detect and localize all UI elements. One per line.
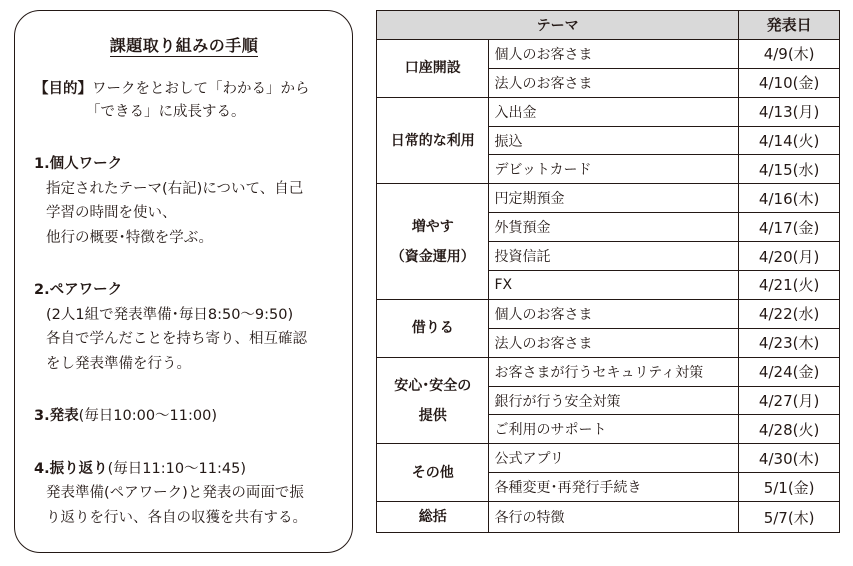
step-line: 各自で学んだことを持ち寄り、相互確認 bbox=[46, 331, 307, 347]
category-label: （資金運用） bbox=[390, 248, 475, 265]
topic-cell: 投資信託 bbox=[489, 242, 739, 271]
step-line: 学習の時間を使い、 bbox=[46, 205, 177, 221]
date-cell: 4/10(金) bbox=[739, 68, 840, 97]
table-row bbox=[377, 299, 840, 328]
step-line: 他行の概要･特徴を学ぶ。 bbox=[46, 229, 214, 246]
step-note: (毎日10:00～11:00) bbox=[78, 408, 217, 424]
step-2 bbox=[34, 278, 334, 376]
date-cell: 4/22(水) bbox=[739, 299, 840, 328]
category-cell bbox=[377, 502, 489, 533]
topic-cell: 各行の特徴 bbox=[489, 502, 739, 533]
date-cell: 4/23(木) bbox=[739, 328, 840, 357]
step-3 bbox=[34, 404, 334, 429]
category-cell bbox=[377, 299, 489, 357]
topic-cell: 公式アプリ bbox=[489, 444, 739, 473]
category-label: 総括 bbox=[418, 509, 447, 526]
topic-cell: 各種変更･再発行手続き bbox=[489, 473, 739, 502]
topic-cell: 法人のお客さま bbox=[489, 328, 739, 357]
step-line: (2人1組で発表準備･毎日8:50～9:50) bbox=[46, 306, 294, 323]
step-body bbox=[34, 303, 334, 377]
topic-cell: 個人のお客さま bbox=[489, 39, 739, 68]
date-cell: 4/21(火) bbox=[739, 271, 840, 300]
purpose-line-2: 「できる」に成長する。 bbox=[86, 104, 246, 120]
category-cell bbox=[377, 357, 489, 444]
step-1 bbox=[34, 152, 334, 250]
date-cell: 5/1(金) bbox=[739, 473, 840, 502]
topic-cell: 法人のお客さま bbox=[489, 68, 739, 97]
step-line: 指定されたテーマ(右記)について、自己 bbox=[46, 180, 304, 197]
step-heading bbox=[34, 404, 334, 429]
step-heading bbox=[34, 457, 334, 482]
category-cell bbox=[377, 97, 489, 184]
step-line: 発表準備(ペアワーク)と発表の両面で振 bbox=[46, 485, 304, 501]
date-cell: 4/27(月) bbox=[739, 386, 840, 415]
topic-cell: ご利用のサポート bbox=[489, 415, 739, 444]
date-cell: 4/24(金) bbox=[739, 357, 840, 386]
category-cell bbox=[377, 184, 489, 300]
header-theme: テーマ bbox=[377, 11, 739, 40]
category-cell bbox=[377, 444, 489, 502]
topic-cell: 個人のお客さま bbox=[489, 299, 739, 328]
category-label: 増やす bbox=[411, 218, 454, 235]
table-row bbox=[377, 184, 840, 213]
step-line: をし発表準備を行う。 bbox=[46, 355, 191, 372]
date-cell: 4/9(木) bbox=[739, 39, 840, 68]
date-cell: 4/16(木) bbox=[739, 184, 840, 213]
table-row bbox=[377, 39, 840, 68]
topic-cell: デビットカード bbox=[489, 155, 739, 184]
procedure-title: 課題取り組みの手順 bbox=[109, 36, 259, 55]
date-cell: 4/28(火) bbox=[739, 415, 840, 444]
step-line: り返りを行い、各自の収獲を共有する。 bbox=[46, 509, 307, 526]
topic-cell: FX bbox=[489, 271, 739, 300]
topic-cell: お客さまが行うセキュリティ対策 bbox=[489, 357, 739, 386]
purpose-block bbox=[34, 78, 334, 124]
step-heading bbox=[34, 278, 334, 303]
step-4 bbox=[34, 457, 334, 531]
date-cell: 4/15(水) bbox=[739, 155, 840, 184]
date-cell: 4/20(月) bbox=[739, 242, 840, 271]
date-cell: 4/17(金) bbox=[739, 213, 840, 242]
category-label: 借りる bbox=[411, 320, 454, 337]
purpose-line-1: ワークをとおして「わかる」から bbox=[92, 81, 310, 97]
topic-cell: 入出金 bbox=[489, 97, 739, 126]
step-body bbox=[34, 177, 334, 251]
topic-cell: 円定期預金 bbox=[489, 184, 739, 213]
table-row bbox=[377, 97, 840, 126]
step-title: 4.振り返り bbox=[34, 460, 108, 477]
category-label: 日常的な利用 bbox=[390, 132, 475, 149]
topic-cell: 外貨預金 bbox=[489, 213, 739, 242]
schedule-header-row bbox=[377, 11, 840, 40]
step-body bbox=[34, 481, 334, 530]
category-label: その他 bbox=[411, 464, 454, 481]
table-row bbox=[377, 502, 840, 533]
table-row bbox=[377, 444, 840, 473]
category-label: 提供 bbox=[418, 407, 447, 424]
step-title: 3.発表 bbox=[34, 408, 79, 424]
topic-cell: 振込 bbox=[489, 126, 739, 155]
schedule-body bbox=[377, 39, 840, 532]
topic-cell: 銀行が行う安全対策 bbox=[489, 386, 739, 415]
procedure-panel bbox=[14, 10, 353, 553]
step-title: 1.個人ワーク bbox=[34, 156, 123, 172]
header-date: 発表日 bbox=[739, 11, 840, 40]
table-row bbox=[377, 357, 840, 386]
step-heading bbox=[34, 152, 334, 177]
purpose-label: 【目的】 bbox=[34, 81, 92, 97]
date-cell: 5/7(木) bbox=[739, 502, 840, 533]
date-cell: 4/13(月) bbox=[739, 97, 840, 126]
step-note: (毎日11:10～11:45) bbox=[107, 460, 246, 477]
step-title: 2.ペアワーク bbox=[34, 282, 123, 298]
category-label: 口座開設 bbox=[404, 60, 461, 77]
date-cell: 4/30(木) bbox=[739, 444, 840, 473]
category-label: 安心･安全の bbox=[394, 377, 472, 394]
category-cell bbox=[377, 39, 489, 97]
steps-list bbox=[34, 152, 334, 530]
date-cell: 4/14(火) bbox=[739, 126, 840, 155]
schedule-table bbox=[376, 10, 840, 533]
